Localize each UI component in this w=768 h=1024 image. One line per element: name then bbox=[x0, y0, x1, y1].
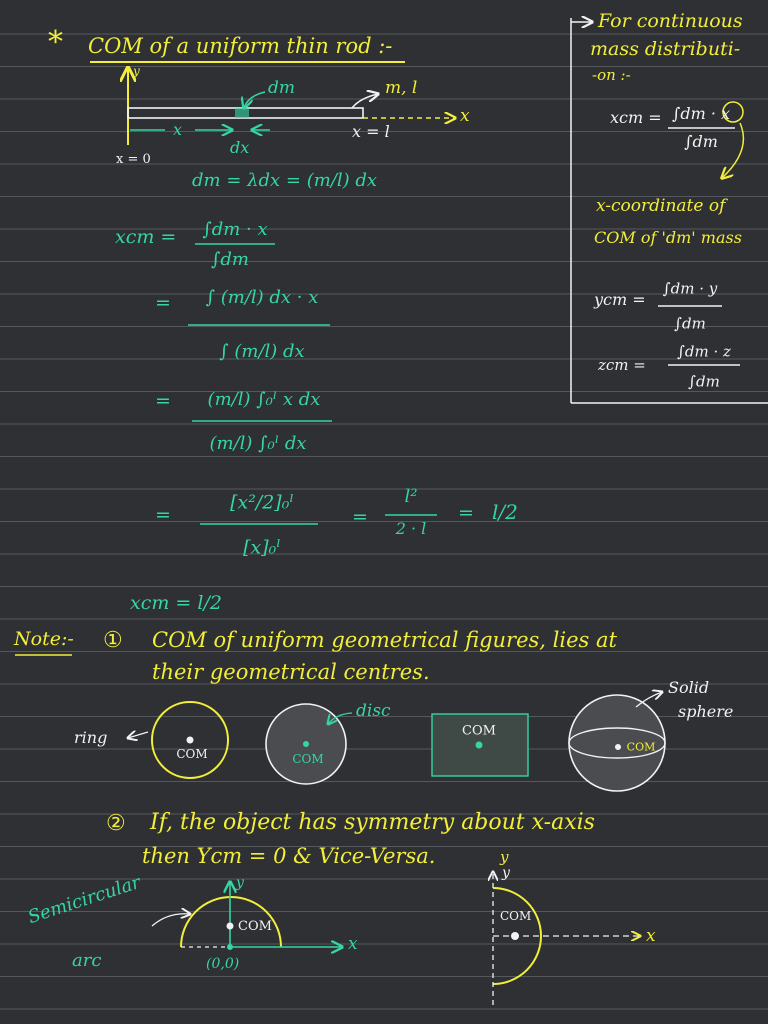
arc2-y-label: y bbox=[502, 865, 510, 881]
sidebox-zcm-den: ∫dm bbox=[688, 372, 720, 391]
square-com-dot bbox=[476, 742, 483, 749]
final-result: xcm = l/2 bbox=[130, 592, 222, 614]
note2-number: ② bbox=[106, 811, 126, 836]
rod-end-label: x = l bbox=[352, 122, 390, 141]
sphere-label-line1: Solid bbox=[668, 678, 710, 697]
arc1-com-dot bbox=[227, 923, 234, 930]
note1-line2: their geometrical centres. bbox=[152, 660, 430, 684]
sidebox-zcm-num: ∫dm · z bbox=[677, 342, 731, 361]
rod-mass-length-label: m, l bbox=[385, 78, 418, 98]
rod-y-label: y bbox=[133, 64, 140, 78]
ring-com-dot bbox=[187, 737, 194, 744]
note2-y-axis: y bbox=[500, 848, 509, 866]
disc-com-dot bbox=[303, 741, 309, 747]
sidebox-note-line2: COM of 'dm' mass bbox=[594, 228, 742, 247]
ml-pointer bbox=[352, 94, 378, 108]
step3-equals: = bbox=[155, 390, 171, 412]
square-com-label: COM bbox=[462, 723, 496, 739]
rod-dx-label: dx bbox=[230, 138, 250, 157]
step4-denominator: [x]₀ˡ bbox=[243, 536, 281, 559]
sidebox-ycm-lhs: ycm = bbox=[594, 290, 646, 309]
arc-label-pointer bbox=[152, 914, 190, 926]
ring-label: ring bbox=[74, 728, 108, 747]
rod-x-axis-label: x bbox=[460, 106, 470, 126]
step4-result: l/2 bbox=[492, 500, 518, 524]
arc1-x-label: x bbox=[348, 934, 358, 954]
disc-label: disc bbox=[356, 701, 391, 721]
step4-mid-denominator: 2 · l bbox=[395, 519, 427, 538]
rod-origin-label: x = 0 bbox=[116, 152, 151, 167]
note1-line1: COM of uniform geometrical figures, lies at bbox=[152, 628, 617, 652]
sidebox-xcm-lhs: xcm = bbox=[610, 108, 662, 127]
step2-denominator: ∫ (m/l) dx bbox=[219, 341, 305, 362]
ring-pointer bbox=[128, 732, 148, 738]
disc-com-label: COM bbox=[292, 752, 324, 766]
dm-pointer bbox=[244, 92, 265, 108]
note1-number: ① bbox=[103, 628, 123, 653]
step4-mid-numerator: l² bbox=[404, 486, 418, 507]
note2-line1: If, the object has symmetry about x-axis bbox=[150, 810, 595, 835]
step1-denominator: ∫dm bbox=[211, 249, 249, 270]
sphere-label-line2: sphere bbox=[678, 702, 734, 721]
step2-numerator: ∫ (m/l) dx · x bbox=[205, 287, 319, 308]
arc-label-line2: arc bbox=[72, 950, 102, 971]
arc2-x-label: x bbox=[646, 926, 656, 946]
arc1-origin-dot bbox=[227, 944, 233, 950]
sidebox-xcm-den: ∫dm bbox=[684, 132, 718, 151]
rod-element-dm bbox=[235, 108, 249, 118]
arc1-com-label: COM bbox=[238, 919, 272, 934]
step3-numerator: (m/l) ∫₀ˡ x dx bbox=[207, 389, 321, 410]
step4-numerator: [x²/2]₀ˡ bbox=[230, 491, 294, 514]
arc-label-line1: Semicircular bbox=[25, 871, 144, 929]
rod-dm-label: dm bbox=[268, 78, 296, 98]
note2-line2: then Ycm = 0 & Vice-Versa. bbox=[142, 844, 436, 868]
step1-numerator: ∫dm · x bbox=[202, 219, 268, 240]
note-label: Note:- bbox=[14, 628, 74, 650]
step4-equals-2: = bbox=[352, 506, 368, 528]
heading-bullet: * bbox=[48, 25, 63, 60]
sidebox-zcm-lhs: zcm = bbox=[598, 356, 646, 374]
arc2-com-dot bbox=[511, 932, 519, 940]
step4-equals-3: = bbox=[458, 502, 474, 524]
arc2-com-label: COM bbox=[500, 909, 532, 923]
arc1-origin-label: (0,0) bbox=[206, 956, 240, 972]
arc1-y-label: y bbox=[236, 875, 244, 891]
xcm-lhs: xcm = bbox=[115, 226, 177, 248]
sphere-com-label: COM bbox=[626, 740, 656, 754]
step3-denominator: (m/l) ∫₀ˡ dx bbox=[209, 433, 307, 454]
sidebox-ycm-den: ∫dm bbox=[674, 314, 706, 333]
sidebox-note-line1: x-coordinate of bbox=[596, 196, 726, 216]
sidebox-title-line1: For continuous bbox=[598, 10, 743, 32]
heading-title: COM of a uniform thin rod :- bbox=[88, 34, 393, 58]
sidebox-xcm-num: ∫dm · x bbox=[671, 104, 731, 123]
note-pointer bbox=[722, 123, 743, 178]
rod-x-label: x bbox=[173, 120, 183, 139]
sphere-com-dot bbox=[615, 744, 621, 750]
step4-equals: = bbox=[155, 504, 171, 526]
ring-com-label: COM bbox=[176, 747, 208, 761]
dm-equation: dm = λdx = (m/l) dx bbox=[192, 170, 378, 191]
sidebox-ycm-num: ∫dm · y bbox=[662, 279, 718, 298]
step2-equals: = bbox=[155, 292, 171, 314]
sidebox-title-line3: -on :- bbox=[592, 66, 631, 84]
sidebox-title-line2: mass distributi- bbox=[590, 38, 741, 60]
